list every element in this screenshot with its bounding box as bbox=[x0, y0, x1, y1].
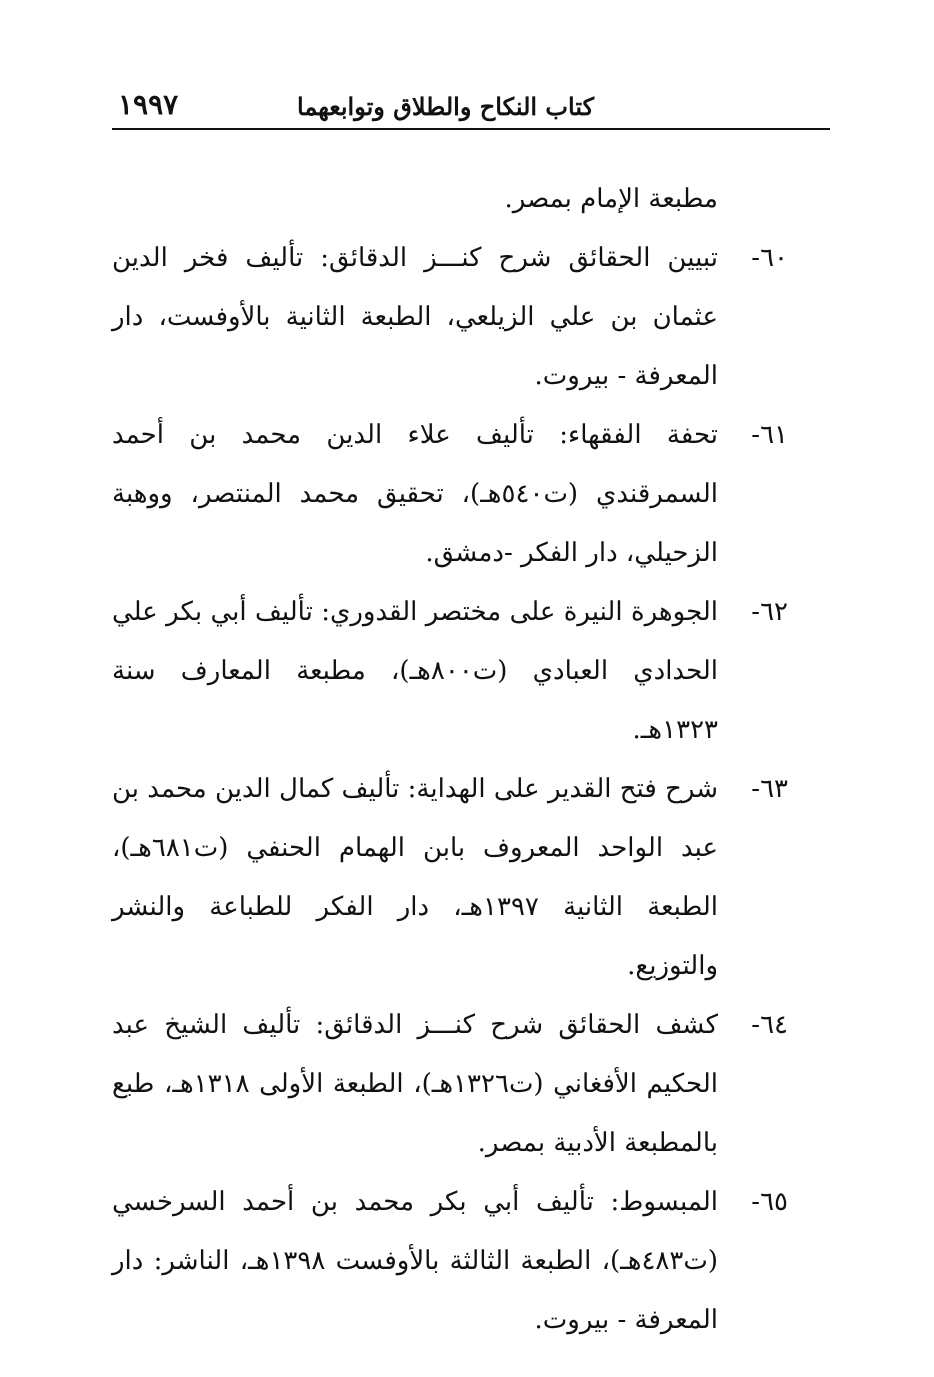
bibliography-entry-60 bbox=[112, 229, 788, 406]
entry-text: الجوهرة النيرة على مختصر القدوري: تأليف أبي بكر علي الحدادي العبادي (ت٨٠٠هـ)، مطبعة المعارف سنة ١٣٢٣هـ. bbox=[112, 597, 719, 745]
entry-number: ٦٠- bbox=[751, 243, 788, 273]
continuation-line: مطبعة الإمام بمصر. bbox=[504, 184, 718, 214]
running-head: كتاب النكاح والطلاق وتوابعهما bbox=[297, 92, 594, 121]
page-number: ١٩٩٧ bbox=[118, 88, 179, 121]
page-header bbox=[112, 84, 830, 130]
entry-text: شرح فتح القدير على الهداية: تأليف كمال الدين محمد بن عبد الواحد المعروف بابن الهمام الحنفي (ت٦٨١هـ)، الطبعة الثانية ١٣٩٧هـ، دار الفكر للطباعة والنشر والتوزيع. bbox=[112, 774, 718, 981]
entry-number: ٦١- bbox=[751, 420, 788, 450]
bibliography-entry-65 bbox=[112, 1173, 788, 1350]
bibliography-entry-63 bbox=[112, 760, 788, 996]
entry-number: ٦٣- bbox=[751, 774, 788, 804]
entry-text: تحفة الفقهاء: تأليف علاء الدين محمد بن أحمد السمرقندي (ت٥٤٠هـ)، تحقيق محمد المنتصر، ووهبة الزحيلي، دار الفكر -دمشق. bbox=[112, 420, 718, 568]
bibliography-entry-61 bbox=[112, 406, 788, 583]
entry-number: ٦٢- bbox=[751, 597, 788, 627]
entry-text: كشف الحقائق شرح كنـــز الدقائق: تأليف الشيخ عبد الحكيم الأفغاني (ت١٣٢٦هـ)، الطبعة الأولى ١٣١٨هـ، طبع بالمطبعة الأدبية بمصر. bbox=[112, 1010, 718, 1158]
bibliography-entry-62 bbox=[112, 583, 788, 760]
bibliography-list bbox=[112, 170, 788, 1350]
entry-text: المبسوط: تأليف أبي بكر محمد بن أحمد السرخسي (ت٤٨٣هـ)، الطبعة الثالثة بالأوفست ١٣٩٨هـ، الناشر: دار المعرفة - بيروت. bbox=[112, 1187, 718, 1335]
entry-number: ٦٥- bbox=[751, 1187, 788, 1217]
entry-number: ٦٤- bbox=[751, 1010, 788, 1040]
bibliography-entry-64 bbox=[112, 996, 788, 1173]
entry-text: تبيين الحقائق شرح كنـــز الدقائق: تأليف فخر الدين عثمان بن علي الزيلعي، الطبعة الثانية بالأوفست، دار المعرفة - بيروت. bbox=[112, 243, 718, 391]
